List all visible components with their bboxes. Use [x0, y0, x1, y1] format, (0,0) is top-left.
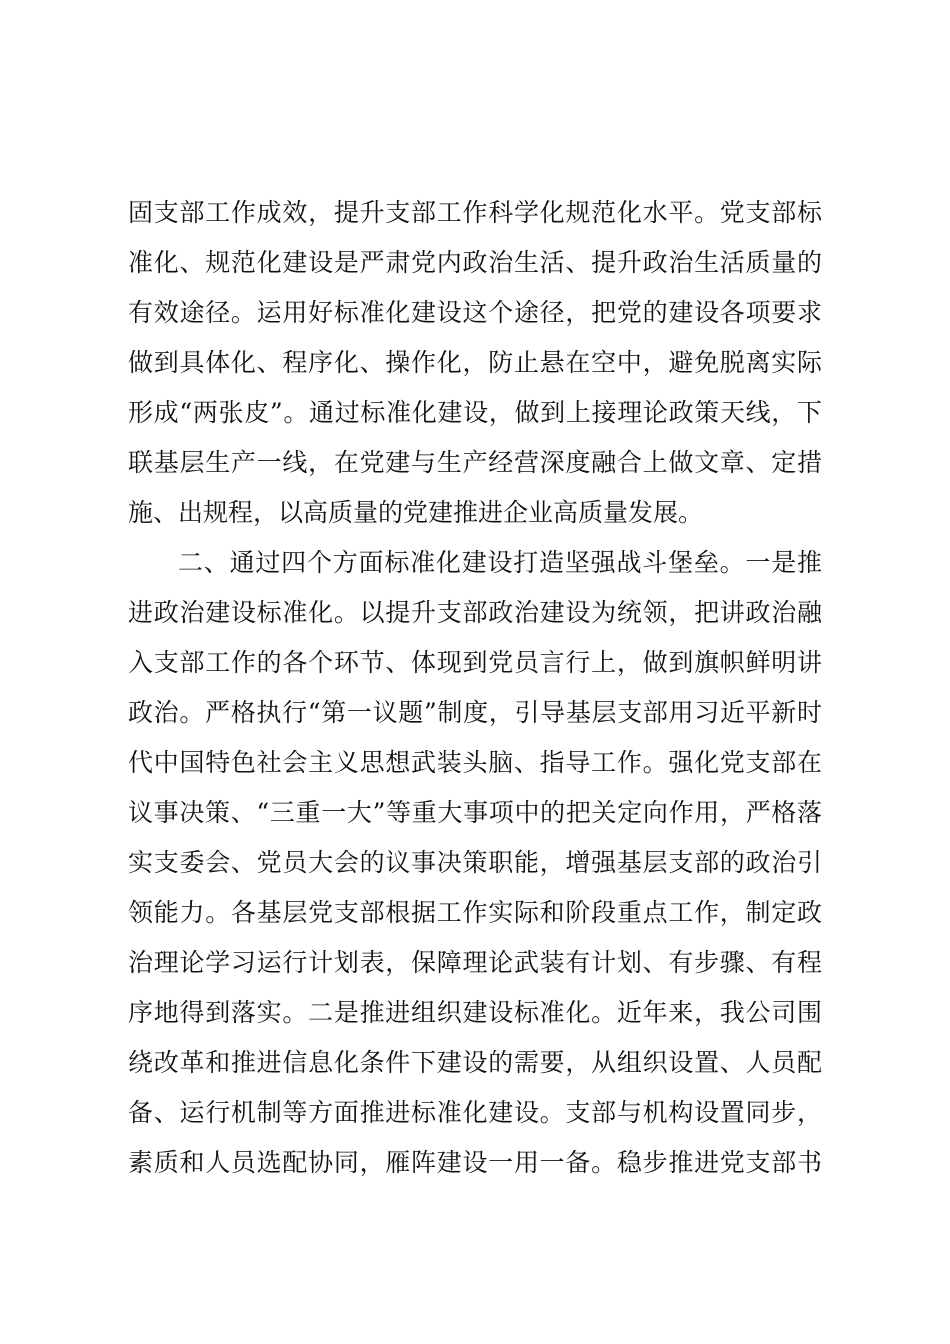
- text-line: 序地得到落实。二是推进组织建设标准化。近年来，我公司围: [128, 998, 822, 1027]
- text-line: 领能力。各基层党支部根据工作实际和阶段重点工作，制定政: [128, 898, 822, 927]
- text-line: 形成“两张皮”。通过标准化建设，做到上接理论政策天线，下: [128, 398, 822, 427]
- text-line: 做到具体化、程序化、操作化，防止悬在空中，避免脱离实际: [128, 348, 822, 377]
- text-line: 准化、规范化建设是严肃党内政治生活、提升政治生活质量的: [128, 248, 822, 277]
- text-line: 绕改革和推进信息化条件下建设的需要，从组织设置、人员配: [128, 1048, 822, 1077]
- document-body: [128, 188, 822, 1188]
- text-line: 实支委会、党员大会的议事决策职能，增强基层支部的政治引: [128, 848, 822, 877]
- text-line: 代中国特色社会主义思想武装头脑、指导工作。强化党支部在: [128, 748, 822, 777]
- text-line: 政治。严格执行“第一议题”制度，引导基层支部用习近平新时: [128, 698, 822, 727]
- paragraph-first-line: 二、通过四个方面标准化建设打造坚强战斗堡垒。一是推: [178, 548, 822, 577]
- text-line: 素质和人员选配协同，雁阵建设一用一备。稳步推进党支部书: [128, 1148, 822, 1177]
- text-line: 备、运行机制等方面推进标准化建设。支部与机构设置同步，: [128, 1098, 822, 1127]
- text-line: 进政治建设标准化。以提升支部政治建设为统领，把讲政治融: [128, 598, 822, 627]
- text-line: 联基层生产一线，在党建与生产经营深度融合上做文章、定措: [128, 448, 822, 477]
- text-line: 固支部工作成效，提升支部工作科学化规范化水平。党支部标: [128, 198, 822, 227]
- text-line: 治理论学习运行计划表，保障理论武装有计划、有步骤、有程: [128, 948, 822, 977]
- text-line: 议事决策、“三重一大”等重大事项中的把关定向作用，严格落: [128, 798, 822, 827]
- text-line: 有效途径。运用好标准化建设这个途径，把党的建设各项要求: [128, 298, 822, 327]
- paragraph-last-line: 施、出规程，以高质量的党建推进企业高质量发展。: [128, 498, 704, 527]
- text-line: 入支部工作的各个环节、体现到党员言行上，做到旗帜鲜明讲: [128, 648, 822, 677]
